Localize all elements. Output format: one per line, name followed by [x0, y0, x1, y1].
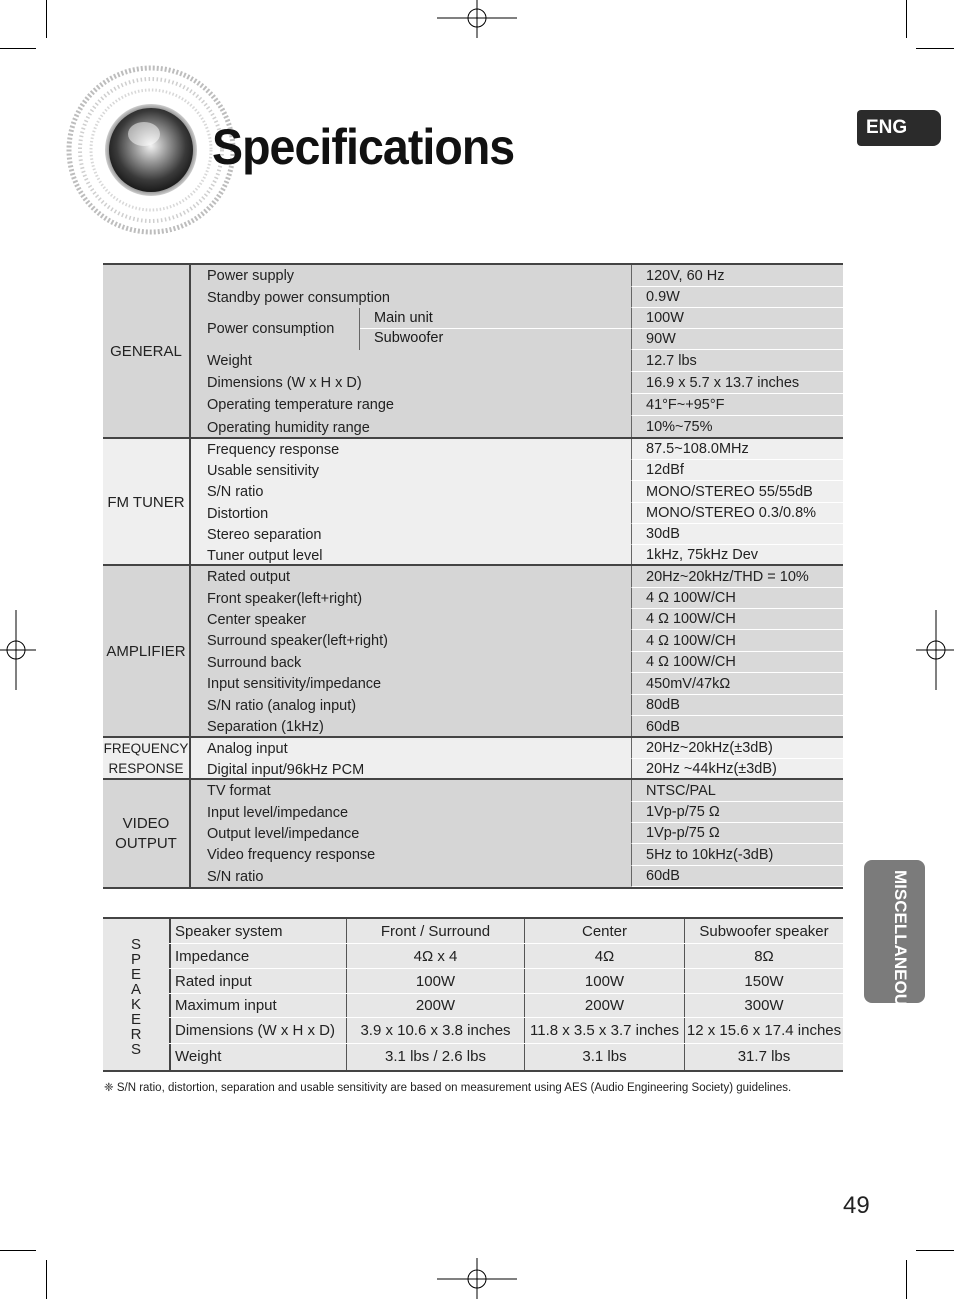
table-cell: 3.1 lbs [582, 1047, 627, 1065]
spec-row: Operating humidity range 10%~75% [189, 416, 843, 439]
footnote: ❈ S/N ratio, distortion, separation and usable sensitivity are based on measurement using AES (Audio Engineering Society) guidelines. [104, 1082, 792, 1094]
category-label: GENERAL [103, 265, 191, 439]
spec-row: Weight 12.7 lbs [189, 350, 843, 372]
table-header-cell: Subwoofer speaker [699, 922, 829, 940]
registration-mark-icon [437, 1258, 517, 1299]
spec-row: Separation (1kHz) 60dB [189, 716, 843, 738]
crop-mark [0, 1250, 36, 1251]
spec-row: Power supply 120V, 60 Hz [189, 265, 843, 287]
table-cell: 12 x 15.6 x 17.4 inches [686, 1022, 842, 1039]
spec-row: S/N ratio 60dB [189, 866, 843, 887]
spec-row: Tuner output level 1kHz, 75kHz Dev [189, 545, 843, 566]
speaker-disc-icon [66, 64, 236, 236]
table-cell: 300W [744, 997, 784, 1014]
table-cell: 8Ω [754, 947, 774, 965]
table-cell: Rated input [175, 972, 252, 990]
spec-row: Usable sensitivity 12dBf [189, 460, 843, 481]
crop-mark [0, 48, 36, 49]
table-cell: 4Ω x 4 [413, 947, 458, 965]
crop-mark [916, 48, 954, 49]
spec-row: Input sensitivity/impedance 450mV/47kΩ [189, 673, 843, 695]
spec-row: Front speaker(left+right) 4 Ω 100W/CH [189, 588, 843, 609]
registration-mark-icon [437, 0, 517, 38]
table-header-cell: Center [581, 922, 628, 940]
spec-row: Surround speaker(left+right) 4 Ω 100W/CH [189, 630, 843, 652]
spec-row: Dimensions (W x H x D) 16.9 x 5.7 x 13.7 inches [189, 372, 843, 394]
table-cell: 31.7 lbs [737, 1047, 791, 1065]
registration-mark-icon [0, 610, 36, 690]
speaker-spec-table [103, 917, 843, 1072]
table-cell: 200W [584, 997, 625, 1014]
section-side-tab [864, 860, 925, 1018]
table-header-cell: Front / Surround [380, 922, 491, 940]
spec-row: Frequency response 87.5~108.0MHz [189, 439, 843, 460]
crop-mark [916, 1250, 954, 1251]
table-cell: 100W [415, 972, 456, 990]
spec-row: Center speaker 4 Ω 100W/CH [189, 609, 843, 630]
spec-row: Output level/impedance 1Vp-p/75 Ω [189, 823, 843, 844]
table-cell: Impedance [175, 947, 250, 965]
crop-mark [46, 1260, 47, 1299]
spec-section-fm-tuner [103, 437, 843, 566]
spec-row: Stereo separation 30dB [189, 524, 843, 545]
table-cell: 200W [415, 997, 456, 1014]
category-label: AMPLIFIER [103, 566, 191, 738]
crop-mark [906, 1260, 907, 1299]
spec-row: TV format NTSC/PAL [189, 780, 843, 802]
table-cell: 11.8 x 3.5 x 3.7 inches [530, 1022, 679, 1039]
spec-row: S/N ratio MONO/STEREO 55/55dB [189, 481, 843, 503]
table-cell: Maximum input [175, 997, 277, 1014]
side-tab-label: MISCELLANEOUS [891, 870, 910, 1018]
spec-row: Standby power consumption 0.9W [189, 287, 843, 308]
spec-row: Rated output 20Hz~20kHz/THD = 10% [189, 566, 843, 588]
spec-section-general [103, 263, 843, 439]
category-label: VIDEO OUTPUT [103, 780, 191, 887]
spec-row: Power consumption Main unit Subwoofer 100W 90W [189, 308, 843, 350]
speakers-category-label: S P E A K E R S [103, 919, 171, 1070]
crop-mark [906, 0, 907, 38]
registration-mark-icon [916, 610, 954, 690]
spec-row: S/N ratio (analog input) 80dB [189, 695, 843, 716]
spec-row: Digital input/96kHz PCM 20Hz ~44kHz(±3dB) [189, 759, 843, 780]
table-cell: 150W [744, 972, 784, 990]
spec-row: Analog input 20Hz~20kHz(±3dB) [189, 738, 843, 759]
spec-row: Input level/impedance 1Vp-p/75 Ω [189, 802, 843, 823]
spec-row: Operating temperature range 41°F~+95°F [189, 394, 843, 416]
category-label: FREQUENCY RESPONSE [103, 738, 191, 780]
page-number: 49 [843, 1192, 870, 1219]
category-label: FM TUNER [103, 439, 191, 566]
spec-sublabel: Subwoofer [374, 330, 444, 346]
spec-section-amplifier [103, 564, 843, 738]
spec-sublabel: Main unit [374, 310, 433, 326]
table-cell: 4Ω [594, 947, 615, 965]
spec-row: Video frequency response 5Hz to 10kHz(-3dB) [189, 844, 843, 866]
table-cell: 3.9 x 10.6 x 3.8 inches [360, 1022, 511, 1039]
spec-section-video-output [103, 778, 843, 889]
table-cell: Weight [175, 1047, 222, 1065]
spec-section-frequency-response [103, 736, 843, 780]
table-header-cell: Speaker system [175, 922, 283, 940]
spec-row: Distortion MONO/STEREO 0.3/0.8% [189, 503, 843, 524]
table-cell: Dimensions (W x H x D) [175, 1022, 336, 1039]
table-cell: 3.1 lbs / 2.6 lbs [385, 1047, 486, 1065]
page-title: Specifications [212, 119, 515, 175]
language-badge: ENG [857, 110, 941, 146]
crop-mark [46, 0, 47, 38]
spec-row: Surround back 4 Ω 100W/CH [189, 652, 843, 673]
table-cell: 100W [584, 972, 625, 990]
